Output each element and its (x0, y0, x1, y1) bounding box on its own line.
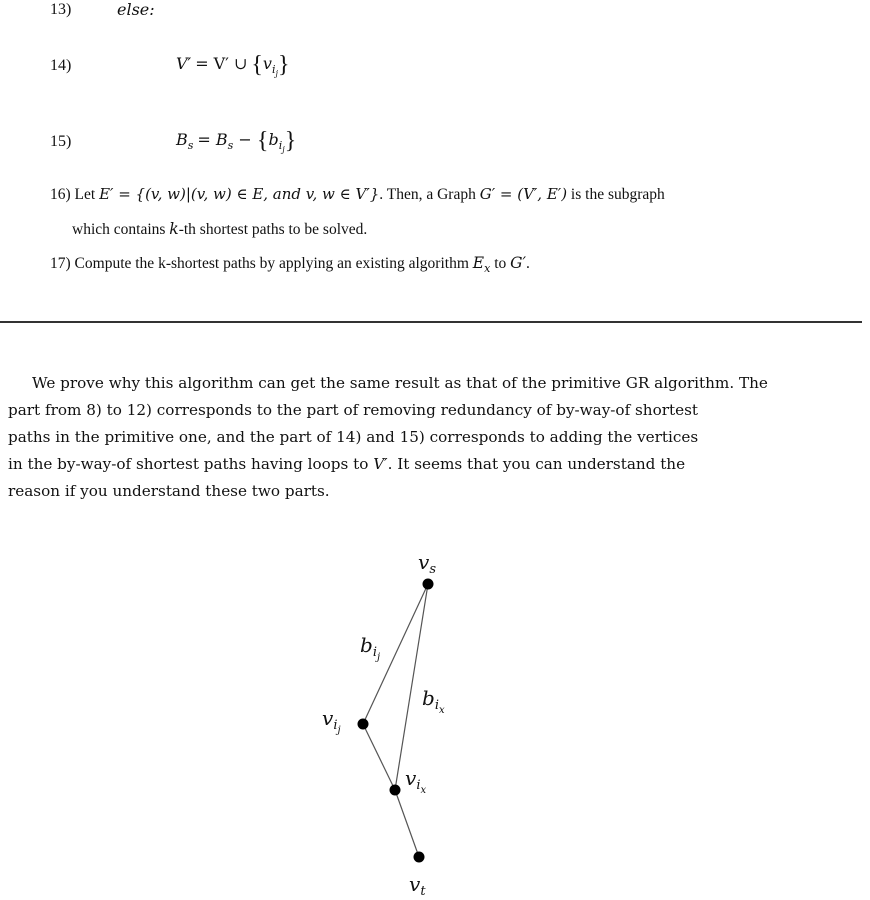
label-vix-sub: i (416, 778, 421, 793)
step-17-number: 17) (50, 255, 71, 272)
step-14-rhs: = V′ ∪ (195, 54, 248, 73)
label-bij-sub: i (372, 645, 377, 660)
step-16-mid: . Then, a Graph (379, 186, 476, 203)
label-vix (405, 766, 426, 796)
label-vs (418, 550, 436, 577)
elem-base: b (268, 130, 279, 149)
label-vt (409, 872, 426, 899)
elem-base: v (262, 54, 272, 73)
label-bix-sub: i (434, 698, 439, 713)
node-vix (390, 785, 401, 796)
alg-sub: x (484, 262, 491, 275)
elem-sub-i: i (278, 139, 283, 152)
label-vij (322, 706, 341, 736)
label-vij-subsub: j (337, 725, 341, 736)
paragraph-line-5: reason if you understand these two parts. (8, 482, 330, 500)
step-17-target: G′ (510, 254, 527, 272)
edge-vix-vt (395, 790, 419, 857)
label-vij-base: v (322, 706, 334, 730)
left-brace: { (251, 52, 263, 78)
label-vij-sub: i (333, 718, 338, 733)
line4-pre: in the by-way-of shortest paths having loops to (8, 455, 369, 473)
label-vs-base: v (418, 550, 430, 574)
step-15-number: 15) (50, 133, 72, 150)
label-bij-base: b (360, 633, 373, 657)
alg-base: E (472, 254, 485, 272)
minus-sign: − (233, 130, 257, 149)
right-brace: } (284, 128, 297, 154)
lhs-base: B (176, 130, 188, 149)
node-vt (414, 852, 425, 863)
step-16-cont-post: -th shortest paths to be solved. (178, 221, 368, 238)
left-brace: { (256, 128, 269, 154)
line4-math: V′ (373, 455, 388, 473)
label-vix-subsub: x (420, 785, 427, 796)
label-bij (360, 633, 380, 663)
step-16-k: k (169, 220, 179, 238)
label-vs-sub: s (429, 562, 436, 577)
step-16-set-def: E′ = {(v, w)|(v, w) ∈ E, and v, w ∈ V′} (99, 185, 380, 203)
paragraph-line-1: We prove why this algorithm can get the same result as that of the primitive GR algorithm. The (32, 374, 768, 392)
step-14-lhs: V′ (176, 54, 192, 73)
label-bix (422, 686, 445, 716)
paragraph-line-3: paths in the primitive one, and the part of 14) and 15) corresponds to adding the vertices (8, 428, 699, 446)
node-vij (358, 719, 369, 730)
step-17-to: to (494, 255, 507, 272)
label-vt-base: v (409, 872, 421, 896)
paragraph-line-2: part from 8) to 12) corresponds to the part of removing redundancy of by-way-of shortest (8, 401, 698, 419)
lhs-sub: s (187, 139, 194, 152)
label-bix-base: b (422, 686, 435, 710)
step-16-cont-pre: which contains (72, 221, 166, 238)
rhs-sub: s (227, 139, 234, 152)
step-16-pre: Let (74, 186, 96, 203)
elem-sub-i: i (271, 63, 276, 76)
elem-sub-j: j (282, 145, 285, 154)
graph-edges (363, 584, 428, 857)
step-16-number: 16) (50, 186, 71, 203)
step-17-end: . (526, 255, 530, 272)
step-16-post: is the subgraph (570, 186, 665, 203)
right-brace: } (277, 52, 290, 78)
elem-sub-j: j (275, 69, 278, 78)
line4-post: . It seems that you can understand the (387, 455, 686, 473)
label-bix-subsub: x (438, 705, 445, 716)
label-bij-subsub: j (376, 652, 381, 663)
step-16-graph-def: G′ = (V′, E′) (479, 185, 568, 203)
step-17-text: Compute the k-shortest paths by applying an existing algorithm (74, 255, 469, 272)
rhs-base: = B (197, 130, 228, 149)
step-13-number: 13) (50, 1, 72, 18)
label-vt-sub: t (420, 884, 426, 899)
step-14-number: 14) (50, 57, 72, 74)
step-13-text: else: (117, 0, 155, 19)
edge-vij-vix (363, 724, 395, 790)
label-vix-base: v (405, 766, 417, 790)
node-vs (423, 579, 434, 590)
